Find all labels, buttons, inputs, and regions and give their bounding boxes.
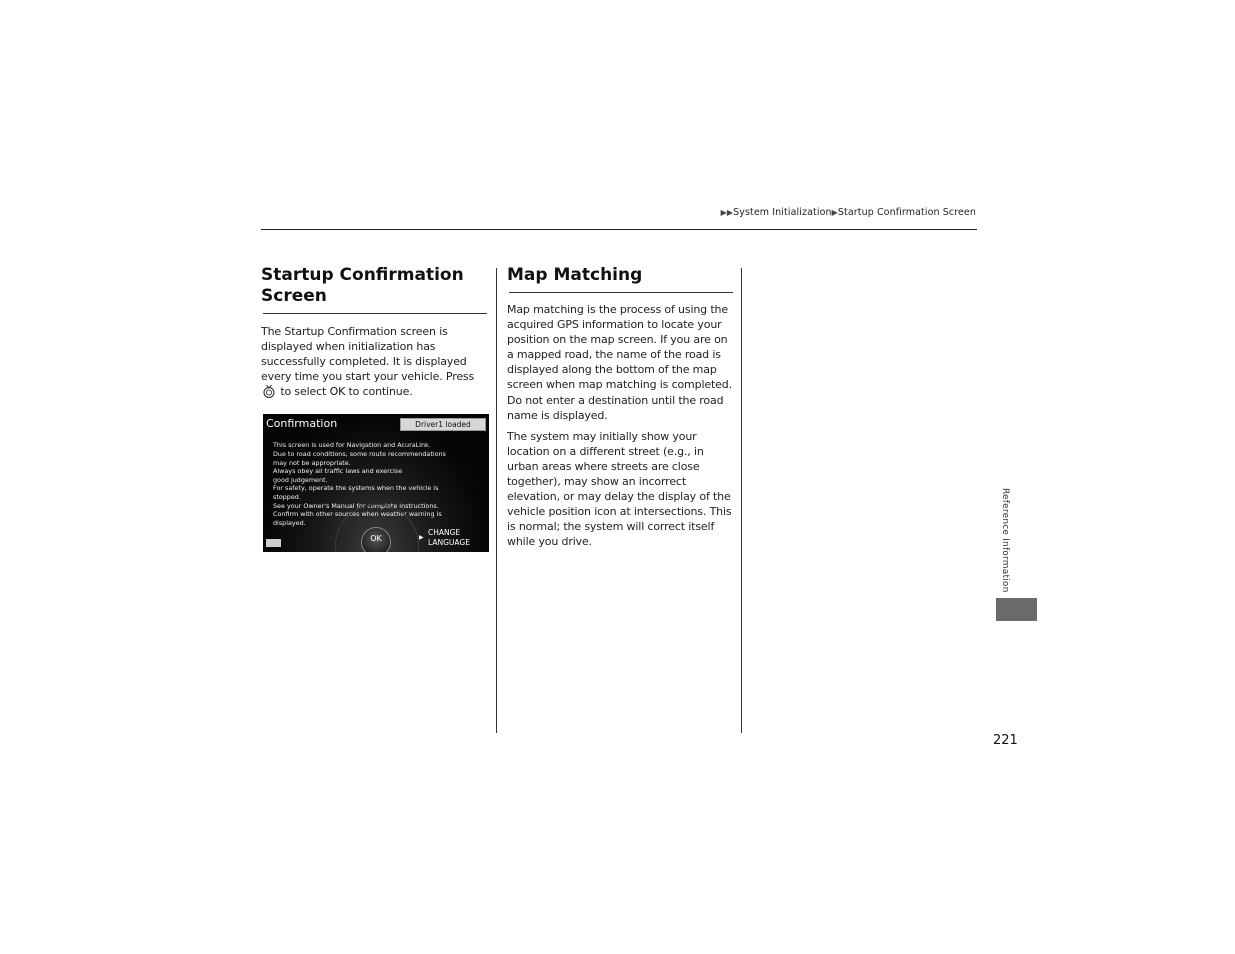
message-icon (266, 539, 281, 547)
heading-rule (509, 292, 733, 293)
column-divider-1 (496, 268, 497, 733)
change-language-button[interactable] (419, 528, 470, 548)
heading-line-2: Screen (261, 286, 327, 306)
driver-loaded-badge: Driver1 loaded (400, 418, 486, 431)
body-text-2: to select (277, 385, 330, 399)
startup-confirmation-body (261, 324, 487, 399)
map-matching-section (507, 265, 733, 550)
change-language-line2: LANGUAGE (428, 538, 470, 548)
breadcrumb-arrows: ▶▶ (720, 208, 734, 217)
section-tab-marker (996, 598, 1037, 621)
nav-screen-message: This screen is used for Navigation and AcuraLink. Due to road conditions, some route recommendations may not be appropriate. Always obey all traffic laws and exercise good judgement. For safety, operate the systems when the vehicle is stopped. See your Owner's Manual for complete instructions. Confirm with other sources when weather warning is displayed. (273, 441, 446, 527)
map-matching-paragraph-2: The system may initially show your location on a different street (e.g., in urban areas where streets are close together), may show an incorrect elevation, or may delay the display of the vehicle position icon at intersections. This is normal; the system will correct itself while you drive. (507, 429, 732, 549)
breadcrumb (721, 207, 976, 218)
body-text-3: to continue. (345, 385, 413, 399)
nav-screen-title: Confirmation (266, 417, 338, 431)
change-language-arrow-icon: ▶ (419, 534, 424, 542)
ok-button[interactable]: OK (361, 527, 391, 552)
header-rule (261, 229, 977, 230)
interface-dial-icon (262, 384, 276, 398)
body-text-1: The Startup Confirmation screen is displayed when initialization has successfully completed. It is displayed every time you start your vehicle. Press (261, 325, 475, 384)
breadcrumb-separator: ▶ (831, 208, 838, 217)
breadcrumb-startup-confirmation: Startup Confirmation Screen (837, 207, 976, 218)
change-language-line1: CHANGE (428, 528, 461, 538)
startup-confirmation-heading (261, 265, 487, 307)
page-number: 221 (993, 733, 1018, 748)
heading-line-1: Startup Confirmation (261, 265, 464, 285)
column-divider-2 (741, 268, 742, 733)
heading-rule (263, 313, 487, 314)
section-tab-label: Reference Information (1000, 488, 1010, 593)
startup-confirmation-section (261, 265, 487, 552)
map-matching-paragraph-1: Map matching is the process of using the acquired GPS information to locate your position on the map screen. If you are on a mapped road, the name of the road is displayed along the bottom of the map screen when map matching is completed. Do not enter a destination until the road name is displayed. (507, 303, 732, 422)
confirmation-screen-image (263, 414, 489, 552)
ok-keyword: OK (329, 385, 346, 399)
breadcrumb-system-initialization[interactable]: System Initialization (733, 207, 832, 218)
map-matching-heading: Map Matching (507, 265, 643, 285)
